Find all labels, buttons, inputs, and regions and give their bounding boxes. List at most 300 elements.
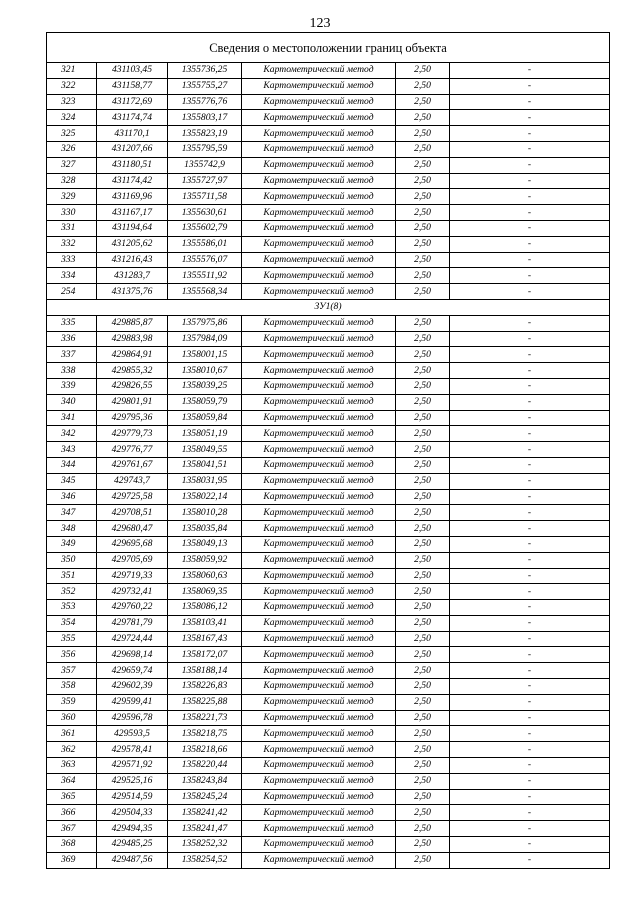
method-cell: Картометрический метод — [242, 694, 396, 710]
note-cell: - — [450, 663, 610, 679]
table-row — [47, 631, 610, 647]
accuracy-cell: 2,50 — [396, 663, 450, 679]
x-coordinate-cell: 429525,16 — [97, 773, 168, 789]
table-row — [47, 773, 610, 789]
note-cell: - — [450, 679, 610, 695]
y-coordinate-cell: 1358245,24 — [168, 789, 242, 805]
point-number-cell: 326 — [47, 141, 97, 157]
accuracy-cell: 2,50 — [396, 394, 450, 410]
y-coordinate-cell: 1355742,9 — [168, 157, 242, 173]
note-cell: - — [450, 852, 610, 868]
method-cell: Картометрический метод — [242, 742, 396, 758]
method-cell: Картометрический метод — [242, 394, 396, 410]
point-number-cell: 337 — [47, 347, 97, 363]
method-cell: Картометрический метод — [242, 252, 396, 268]
note-cell: - — [450, 126, 610, 142]
accuracy-cell: 2,50 — [396, 410, 450, 426]
x-coordinate-cell: 429695,68 — [97, 536, 168, 552]
accuracy-cell: 2,50 — [396, 252, 450, 268]
accuracy-cell: 2,50 — [396, 742, 450, 758]
method-cell: Картометрический метод — [242, 426, 396, 442]
x-coordinate-cell: 429885,87 — [97, 315, 168, 331]
x-coordinate-cell: 431283,7 — [97, 268, 168, 284]
y-coordinate-cell: 1358069,35 — [168, 584, 242, 600]
table-row — [47, 568, 610, 584]
table-row — [47, 710, 610, 726]
note-cell: - — [450, 394, 610, 410]
method-cell: Картометрический метод — [242, 284, 396, 300]
table-row — [47, 284, 610, 300]
x-coordinate-cell: 429725,58 — [97, 489, 168, 505]
method-cell: Картометрический метод — [242, 220, 396, 236]
table-row — [47, 505, 610, 521]
x-coordinate-cell: 429705,69 — [97, 552, 168, 568]
x-coordinate-cell: 429826,55 — [97, 378, 168, 394]
table-title: Сведения о местоположении границ объекта — [47, 33, 610, 63]
accuracy-cell: 2,50 — [396, 552, 450, 568]
x-coordinate-cell: 429659,74 — [97, 663, 168, 679]
note-cell: - — [450, 110, 610, 126]
accuracy-cell: 2,50 — [396, 726, 450, 742]
accuracy-cell: 2,50 — [396, 710, 450, 726]
note-cell: - — [450, 236, 610, 252]
accuracy-cell: 2,50 — [396, 442, 450, 458]
note-cell: - — [450, 378, 610, 394]
method-cell: Картометрический метод — [242, 315, 396, 331]
y-coordinate-cell: 1358031,95 — [168, 473, 242, 489]
y-coordinate-cell: 1357984,09 — [168, 331, 242, 347]
y-coordinate-cell: 1358010,28 — [168, 505, 242, 521]
x-coordinate-cell: 429719,33 — [97, 568, 168, 584]
point-number-cell: 351 — [47, 568, 97, 584]
point-number-cell: 366 — [47, 805, 97, 821]
note-cell: - — [450, 426, 610, 442]
x-coordinate-cell: 429855,32 — [97, 363, 168, 379]
x-coordinate-cell: 431172,69 — [97, 94, 168, 110]
table-title-row — [47, 33, 610, 63]
note-cell: - — [450, 837, 610, 853]
point-number-cell: 323 — [47, 94, 97, 110]
note-cell: - — [450, 489, 610, 505]
y-coordinate-cell: 1355803,17 — [168, 110, 242, 126]
accuracy-cell: 2,50 — [396, 457, 450, 473]
x-coordinate-cell: 431174,74 — [97, 110, 168, 126]
accuracy-cell: 2,50 — [396, 631, 450, 647]
table-row — [47, 852, 610, 868]
point-number-cell: 356 — [47, 647, 97, 663]
table-row — [47, 521, 610, 537]
y-coordinate-cell: 1358059,84 — [168, 410, 242, 426]
table-row — [47, 647, 610, 663]
method-cell: Картометрический метод — [242, 378, 396, 394]
method-cell: Картометрический метод — [242, 205, 396, 221]
table-row — [47, 141, 610, 157]
x-coordinate-cell: 429864,91 — [97, 347, 168, 363]
point-number-cell: 359 — [47, 694, 97, 710]
point-number-cell: 364 — [47, 773, 97, 789]
x-coordinate-cell: 431216,43 — [97, 252, 168, 268]
point-number-cell: 338 — [47, 363, 97, 379]
method-cell: Картометрический метод — [242, 521, 396, 537]
accuracy-cell: 2,50 — [396, 315, 450, 331]
table-row — [47, 726, 610, 742]
y-coordinate-cell: 1358167,43 — [168, 631, 242, 647]
table-row — [47, 837, 610, 853]
table-row — [47, 236, 610, 252]
method-cell: Картометрический метод — [242, 584, 396, 600]
table-row — [47, 789, 610, 805]
y-coordinate-cell: 1358225,88 — [168, 694, 242, 710]
table-row — [47, 63, 610, 79]
accuracy-cell: 2,50 — [396, 126, 450, 142]
y-coordinate-cell: 1358252,32 — [168, 837, 242, 853]
method-cell: Картометрический метод — [242, 758, 396, 774]
method-cell: Картометрический метод — [242, 331, 396, 347]
point-number-cell: 330 — [47, 205, 97, 221]
table-row — [47, 758, 610, 774]
method-cell: Картометрический метод — [242, 615, 396, 631]
point-number-cell: 339 — [47, 378, 97, 394]
accuracy-cell: 2,50 — [396, 157, 450, 173]
method-cell: Картометрический метод — [242, 568, 396, 584]
method-cell: Картометрический метод — [242, 852, 396, 868]
y-coordinate-cell: 1358059,92 — [168, 552, 242, 568]
y-coordinate-cell: 1355776,76 — [168, 94, 242, 110]
table-row — [47, 552, 610, 568]
y-coordinate-cell: 1357975,86 — [168, 315, 242, 331]
table-row — [47, 205, 610, 221]
note-cell: - — [450, 473, 610, 489]
method-cell: Картометрический метод — [242, 457, 396, 473]
point-number-cell: 340 — [47, 394, 97, 410]
point-number-cell: 361 — [47, 726, 97, 742]
table-row — [47, 78, 610, 94]
table-row — [47, 268, 610, 284]
accuracy-cell: 2,50 — [396, 536, 450, 552]
table-row — [47, 378, 610, 394]
method-cell: Картометрический метод — [242, 489, 396, 505]
note-cell: - — [450, 568, 610, 584]
accuracy-cell: 2,50 — [396, 236, 450, 252]
method-cell: Картометрический метод — [242, 821, 396, 837]
table-row — [47, 220, 610, 236]
method-cell: Картометрический метод — [242, 789, 396, 805]
table-row — [47, 347, 610, 363]
y-coordinate-cell: 1355586,01 — [168, 236, 242, 252]
table-row — [47, 126, 610, 142]
x-coordinate-cell: 429776,77 — [97, 442, 168, 458]
accuracy-cell: 2,50 — [396, 426, 450, 442]
accuracy-cell: 2,50 — [396, 94, 450, 110]
y-coordinate-cell: 1358086,12 — [168, 600, 242, 616]
accuracy-cell: 2,50 — [396, 821, 450, 837]
table-row — [47, 584, 610, 600]
y-coordinate-cell: 1355511,92 — [168, 268, 242, 284]
note-cell: - — [450, 789, 610, 805]
note-cell: - — [450, 521, 610, 537]
x-coordinate-cell: 429504,33 — [97, 805, 168, 821]
y-coordinate-cell: 1355602,79 — [168, 220, 242, 236]
note-cell: - — [450, 694, 610, 710]
point-number-cell: 355 — [47, 631, 97, 647]
note-cell: - — [450, 189, 610, 205]
note-cell: - — [450, 742, 610, 758]
note-cell: - — [450, 821, 610, 837]
y-coordinate-cell: 1358221,73 — [168, 710, 242, 726]
method-cell: Картометрический метод — [242, 126, 396, 142]
accuracy-cell: 2,50 — [396, 852, 450, 868]
accuracy-cell: 2,50 — [396, 284, 450, 300]
accuracy-cell: 2,50 — [396, 63, 450, 79]
y-coordinate-cell: 1358022,14 — [168, 489, 242, 505]
boundary-table — [46, 32, 610, 869]
table-row — [47, 600, 610, 616]
accuracy-cell: 2,50 — [396, 110, 450, 126]
y-coordinate-cell: 1355576,07 — [168, 252, 242, 268]
x-coordinate-cell: 429761,67 — [97, 457, 168, 473]
note-cell: - — [450, 63, 610, 79]
x-coordinate-cell: 429779,73 — [97, 426, 168, 442]
note-cell: - — [450, 315, 610, 331]
table-row — [47, 157, 610, 173]
y-coordinate-cell: 1358059,79 — [168, 394, 242, 410]
y-coordinate-cell: 1358035,84 — [168, 521, 242, 537]
x-coordinate-cell: 429708,51 — [97, 505, 168, 521]
table-row — [47, 821, 610, 837]
x-coordinate-cell: 431180,51 — [97, 157, 168, 173]
table-row — [47, 110, 610, 126]
point-number-cell: 360 — [47, 710, 97, 726]
accuracy-cell: 2,50 — [396, 837, 450, 853]
point-number-cell: 324 — [47, 110, 97, 126]
accuracy-cell: 2,50 — [396, 489, 450, 505]
note-cell: - — [450, 94, 610, 110]
note-cell: - — [450, 442, 610, 458]
note-cell: - — [450, 805, 610, 821]
point-number-cell: 368 — [47, 837, 97, 853]
x-coordinate-cell: 431375,76 — [97, 284, 168, 300]
note-cell: - — [450, 331, 610, 347]
method-cell: Картометрический метод — [242, 141, 396, 157]
point-number-cell: 354 — [47, 615, 97, 631]
accuracy-cell: 2,50 — [396, 347, 450, 363]
point-number-cell: 342 — [47, 426, 97, 442]
table-row — [47, 442, 610, 458]
y-coordinate-cell: 1355755,27 — [168, 78, 242, 94]
table-row — [47, 694, 610, 710]
note-cell: - — [450, 347, 610, 363]
method-cell: Картометрический метод — [242, 347, 396, 363]
x-coordinate-cell: 431169,96 — [97, 189, 168, 205]
y-coordinate-cell: 1358103,41 — [168, 615, 242, 631]
point-number-cell: 363 — [47, 758, 97, 774]
accuracy-cell: 2,50 — [396, 268, 450, 284]
accuracy-cell: 2,50 — [396, 220, 450, 236]
note-cell: - — [450, 457, 610, 473]
accuracy-cell: 2,50 — [396, 758, 450, 774]
y-coordinate-cell: 1358060,63 — [168, 568, 242, 584]
method-cell: Картометрический метод — [242, 410, 396, 426]
point-number-cell: 327 — [47, 157, 97, 173]
point-number-cell: 341 — [47, 410, 97, 426]
method-cell: Картометрический метод — [242, 600, 396, 616]
table-row — [47, 742, 610, 758]
point-number-cell: 350 — [47, 552, 97, 568]
x-coordinate-cell: 429485,25 — [97, 837, 168, 853]
accuracy-cell: 2,50 — [396, 473, 450, 489]
note-cell: - — [450, 758, 610, 774]
y-coordinate-cell: 1358241,42 — [168, 805, 242, 821]
y-coordinate-cell: 1355823,19 — [168, 126, 242, 142]
note-cell: - — [450, 252, 610, 268]
y-coordinate-cell: 1358241,47 — [168, 821, 242, 837]
point-number-cell: 254 — [47, 284, 97, 300]
x-coordinate-cell: 429724,44 — [97, 631, 168, 647]
y-coordinate-cell: 1358051,19 — [168, 426, 242, 442]
accuracy-cell: 2,50 — [396, 78, 450, 94]
x-coordinate-cell: 429743,7 — [97, 473, 168, 489]
method-cell: Картометрический метод — [242, 805, 396, 821]
method-cell: Картометрический метод — [242, 110, 396, 126]
method-cell: Картометрический метод — [242, 189, 396, 205]
table-row — [47, 805, 610, 821]
point-number-cell: 336 — [47, 331, 97, 347]
point-number-cell: 352 — [47, 584, 97, 600]
accuracy-cell: 2,50 — [396, 694, 450, 710]
method-cell: Картометрический метод — [242, 94, 396, 110]
table-row — [47, 663, 610, 679]
x-coordinate-cell: 429801,91 — [97, 394, 168, 410]
method-cell: Картометрический метод — [242, 173, 396, 189]
x-coordinate-cell: 429514,59 — [97, 789, 168, 805]
x-coordinate-cell: 429680,47 — [97, 521, 168, 537]
point-number-cell: 367 — [47, 821, 97, 837]
x-coordinate-cell: 431207,66 — [97, 141, 168, 157]
table-row — [47, 363, 610, 379]
note-cell: - — [450, 710, 610, 726]
note-cell: - — [450, 584, 610, 600]
method-cell: Картометрический метод — [242, 78, 396, 94]
accuracy-cell: 2,50 — [396, 805, 450, 821]
method-cell: Картометрический метод — [242, 710, 396, 726]
point-number-cell: 353 — [47, 600, 97, 616]
x-coordinate-cell: 429795,36 — [97, 410, 168, 426]
point-number-cell: 358 — [47, 679, 97, 695]
note-cell: - — [450, 505, 610, 521]
y-coordinate-cell: 1355727,97 — [168, 173, 242, 189]
method-cell: Картометрический метод — [242, 773, 396, 789]
note-cell: - — [450, 615, 610, 631]
accuracy-cell: 2,50 — [396, 584, 450, 600]
section-label: ЗУ1(8) — [47, 299, 610, 315]
accuracy-cell: 2,50 — [396, 141, 450, 157]
point-number-cell: 322 — [47, 78, 97, 94]
note-cell: - — [450, 726, 610, 742]
point-number-cell: 348 — [47, 521, 97, 537]
note-cell: - — [450, 363, 610, 379]
note-cell: - — [450, 552, 610, 568]
table-body — [47, 33, 610, 869]
x-coordinate-cell: 431170,1 — [97, 126, 168, 142]
y-coordinate-cell: 1355630,61 — [168, 205, 242, 221]
point-number-cell: 369 — [47, 852, 97, 868]
x-coordinate-cell: 431174,42 — [97, 173, 168, 189]
point-number-cell: 349 — [47, 536, 97, 552]
point-number-cell: 365 — [47, 789, 97, 805]
point-number-cell: 333 — [47, 252, 97, 268]
y-coordinate-cell: 1358218,66 — [168, 742, 242, 758]
note-cell: - — [450, 647, 610, 663]
point-number-cell: 321 — [47, 63, 97, 79]
note-cell: - — [450, 173, 610, 189]
y-coordinate-cell: 1355795,59 — [168, 141, 242, 157]
table-row — [47, 536, 610, 552]
y-coordinate-cell: 1355736,25 — [168, 63, 242, 79]
x-coordinate-cell: 429760,22 — [97, 600, 168, 616]
method-cell: Картометрический метод — [242, 837, 396, 853]
y-coordinate-cell: 1358010,67 — [168, 363, 242, 379]
accuracy-cell: 2,50 — [396, 331, 450, 347]
method-cell: Картометрический метод — [242, 505, 396, 521]
x-coordinate-cell: 429602,39 — [97, 679, 168, 695]
method-cell: Картометрический метод — [242, 363, 396, 379]
note-cell: - — [450, 268, 610, 284]
table-row — [47, 173, 610, 189]
method-cell: Картометрический метод — [242, 236, 396, 252]
y-coordinate-cell: 1358226,83 — [168, 679, 242, 695]
point-number-cell: 329 — [47, 189, 97, 205]
table-row — [47, 615, 610, 631]
section-row — [47, 299, 610, 315]
table-row — [47, 457, 610, 473]
page-number: 123 — [309, 16, 331, 31]
table-row — [47, 331, 610, 347]
table-row — [47, 94, 610, 110]
accuracy-cell: 2,50 — [396, 505, 450, 521]
note-cell: - — [450, 205, 610, 221]
accuracy-cell: 2,50 — [396, 679, 450, 695]
note-cell: - — [450, 141, 610, 157]
x-coordinate-cell: 431194,64 — [97, 220, 168, 236]
method-cell: Картометрический метод — [242, 442, 396, 458]
method-cell: Картометрический метод — [242, 473, 396, 489]
note-cell: - — [450, 773, 610, 789]
method-cell: Картометрический метод — [242, 157, 396, 173]
y-coordinate-cell: 1358243,84 — [168, 773, 242, 789]
x-coordinate-cell: 431205,62 — [97, 236, 168, 252]
x-coordinate-cell: 431103,45 — [97, 63, 168, 79]
y-coordinate-cell: 1358254,52 — [168, 852, 242, 868]
point-number-cell: 347 — [47, 505, 97, 521]
x-coordinate-cell: 429494,35 — [97, 821, 168, 837]
y-coordinate-cell: 1358188,14 — [168, 663, 242, 679]
note-cell: - — [450, 284, 610, 300]
y-coordinate-cell: 1355568,34 — [168, 284, 242, 300]
x-coordinate-cell: 429596,78 — [97, 710, 168, 726]
accuracy-cell: 2,50 — [396, 363, 450, 379]
method-cell: Картометрический метод — [242, 268, 396, 284]
table-row — [47, 426, 610, 442]
table-row — [47, 189, 610, 205]
point-number-cell: 332 — [47, 236, 97, 252]
y-coordinate-cell: 1355711,58 — [168, 189, 242, 205]
method-cell: Картометрический метод — [242, 663, 396, 679]
x-coordinate-cell: 431167,17 — [97, 205, 168, 221]
accuracy-cell: 2,50 — [396, 789, 450, 805]
x-coordinate-cell: 429781,79 — [97, 615, 168, 631]
point-number-cell: 335 — [47, 315, 97, 331]
x-coordinate-cell: 429571,92 — [97, 758, 168, 774]
